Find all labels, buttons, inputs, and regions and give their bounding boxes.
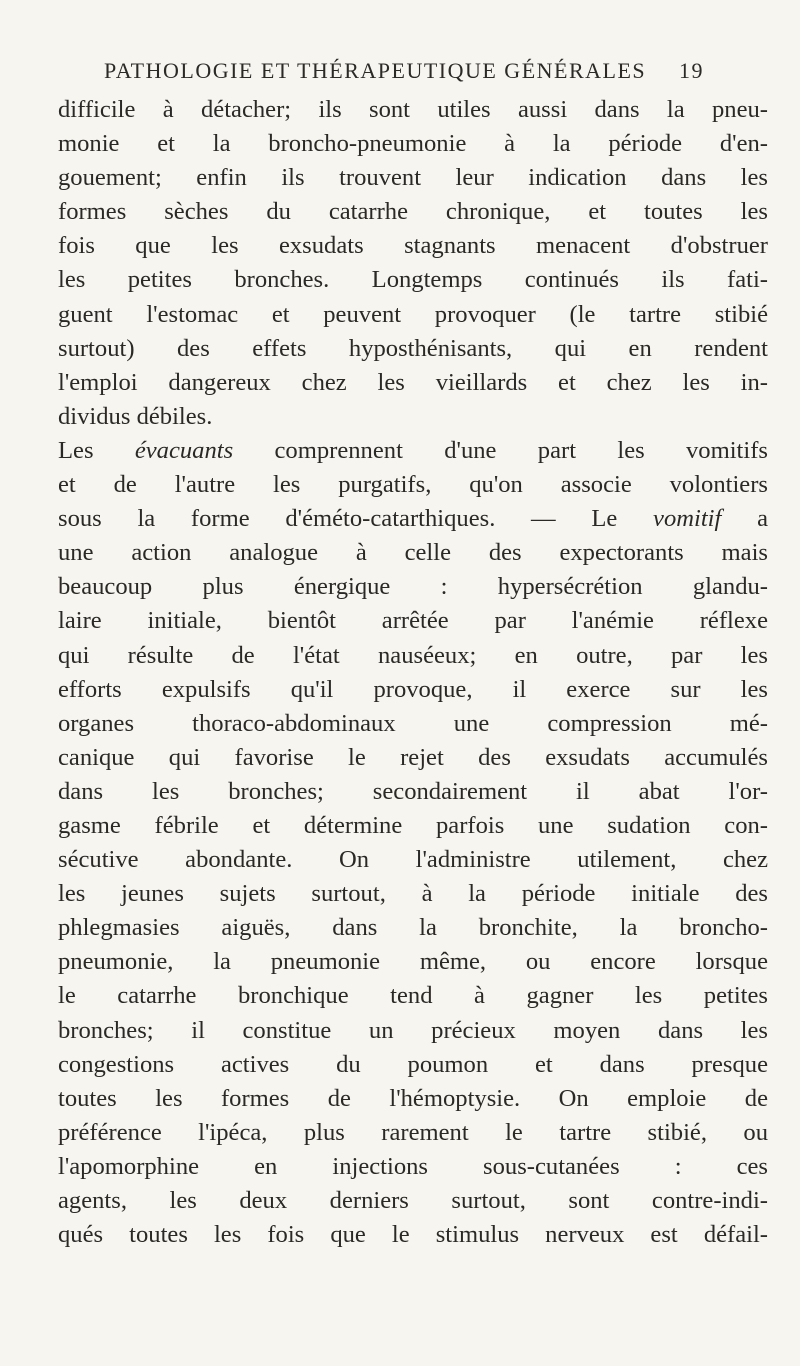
text-segment: guent l'estomac et peuvent provoquer (le tartre stibié [58, 300, 768, 328]
text-segment: l'emploi dangereux chez les vieillards et chez les in- [58, 368, 768, 396]
text-segment: Les [58, 436, 135, 464]
text-segment: formes sèches du catarrhe chronique, et toutes les [58, 198, 768, 226]
body-text [58, 93, 768, 1252]
text-segment: agents, les deux derniers surtout, sont contre-indi- [58, 1187, 768, 1214]
text-line [58, 468, 768, 502]
italic-term: vomitif [653, 505, 722, 533]
text-line [58, 127, 768, 161]
text-line [58, 263, 768, 297]
text-line [58, 741, 768, 775]
text-segment: phlegmasies aiguës, dans la bronchite, la broncho- [58, 914, 768, 942]
text-segment: préférence l'ipéca, plus rarement le tartre stibié, ou [58, 1118, 768, 1146]
italic-term: évacuants [134, 436, 234, 464]
text-segment: surtout) des effets hyposthénisants, qui en rendent [58, 334, 768, 362]
text-line [58, 195, 768, 229]
text-line [58, 775, 768, 809]
page-number: 19 [679, 58, 704, 83]
text-line [58, 979, 768, 1013]
text-segment: qui résulte de l'état nauséeux; en outre, par les [58, 641, 768, 669]
text-line [58, 502, 768, 536]
text-line [58, 843, 768, 877]
text-segment: congestions actives du poumon et dans presque [58, 1050, 768, 1078]
text-line [58, 93, 768, 127]
text-segment: et de l'autre les purgatifs, qu'on associe volontiers [58, 471, 768, 499]
text-line [58, 298, 768, 332]
text-segment: une action analogue à celle des expectorants mais [58, 539, 768, 567]
text-segment: bronches; il constitue un précieux moyen dans les [58, 1016, 768, 1044]
text-line [58, 1082, 768, 1116]
text-segment: sous la forme d'éméto-catarthiques. — Le [58, 505, 654, 533]
text-line [58, 673, 768, 707]
text-segment: monie et la broncho-pneumonie à la période d'en- [58, 130, 768, 158]
text-segment: comprennent d'une part les vomitifs [233, 436, 768, 464]
text-line [58, 366, 768, 400]
text-line [58, 229, 768, 263]
text-line [58, 1116, 768, 1150]
text-line [58, 911, 768, 945]
text-line [58, 161, 768, 195]
text-segment: laire initiale, bientôt arrêtée par l'anémie réflexe [58, 607, 768, 635]
text-segment: le catarrhe bronchique tend à gagner les petites [58, 982, 768, 1010]
running-title: PATHOLOGIE ET THÉRAPEUTIQUE GÉNÉRALES [104, 58, 647, 83]
text-segment: difficile à détacher; ils sont utiles aussi dans la pneu- [58, 96, 768, 123]
text-line [58, 945, 768, 979]
text-segment: beaucoup plus énergique : hypersécrétion glandu- [58, 573, 768, 601]
text-segment: pneumonie, la pneumonie même, ou encore lorsque [58, 948, 768, 976]
text-line [58, 809, 768, 843]
text-line [58, 604, 768, 638]
text-segment: canique qui favorise le rejet des exsudats accumulés [58, 743, 768, 771]
text-line [58, 1218, 768, 1252]
text-segment: efforts expulsifs qu'il provoque, il exerce sur les [58, 675, 768, 703]
text-line [58, 639, 768, 673]
text-segment: fois que les exsudats stagnants menacent d'obstruer [58, 232, 768, 260]
text-segment: dividus débiles. [58, 402, 213, 430]
text-segment: gouement; enfin ils trouvent leur indication dans les [58, 164, 768, 192]
text-segment: les petites bronches. Longtemps continués ils fati- [58, 266, 768, 294]
text-segment: gasme fébrile et détermine parfois une sudation con- [58, 811, 768, 839]
text-segment: qués toutes les fois que le stimulus nerveux est défail- [58, 1221, 768, 1249]
running-head [104, 58, 704, 90]
text-line [58, 1150, 768, 1184]
text-segment: sécutive abondante. On l'administre utilement, chez [58, 846, 768, 874]
text-line [58, 400, 768, 434]
text-line [58, 1014, 768, 1048]
text-line [58, 707, 768, 741]
text-segment: a [721, 505, 768, 533]
text-segment: les jeunes sujets surtout, à la période initiale des [58, 880, 768, 908]
text-line [58, 434, 768, 468]
text-segment: l'apomorphine en injections sous-cutanées : ces [58, 1152, 768, 1180]
text-line [58, 877, 768, 911]
text-line [58, 332, 768, 366]
text-line [58, 1184, 768, 1218]
text-line [58, 536, 768, 570]
text-segment: organes thoraco-abdominaux une compression mé- [58, 709, 768, 737]
text-segment: toutes les formes de l'hémoptysie. On emploie de [58, 1084, 768, 1112]
text-segment: dans les bronches; secondairement il abat l'or- [58, 777, 768, 805]
text-line [58, 1048, 768, 1082]
text-line [58, 570, 768, 604]
